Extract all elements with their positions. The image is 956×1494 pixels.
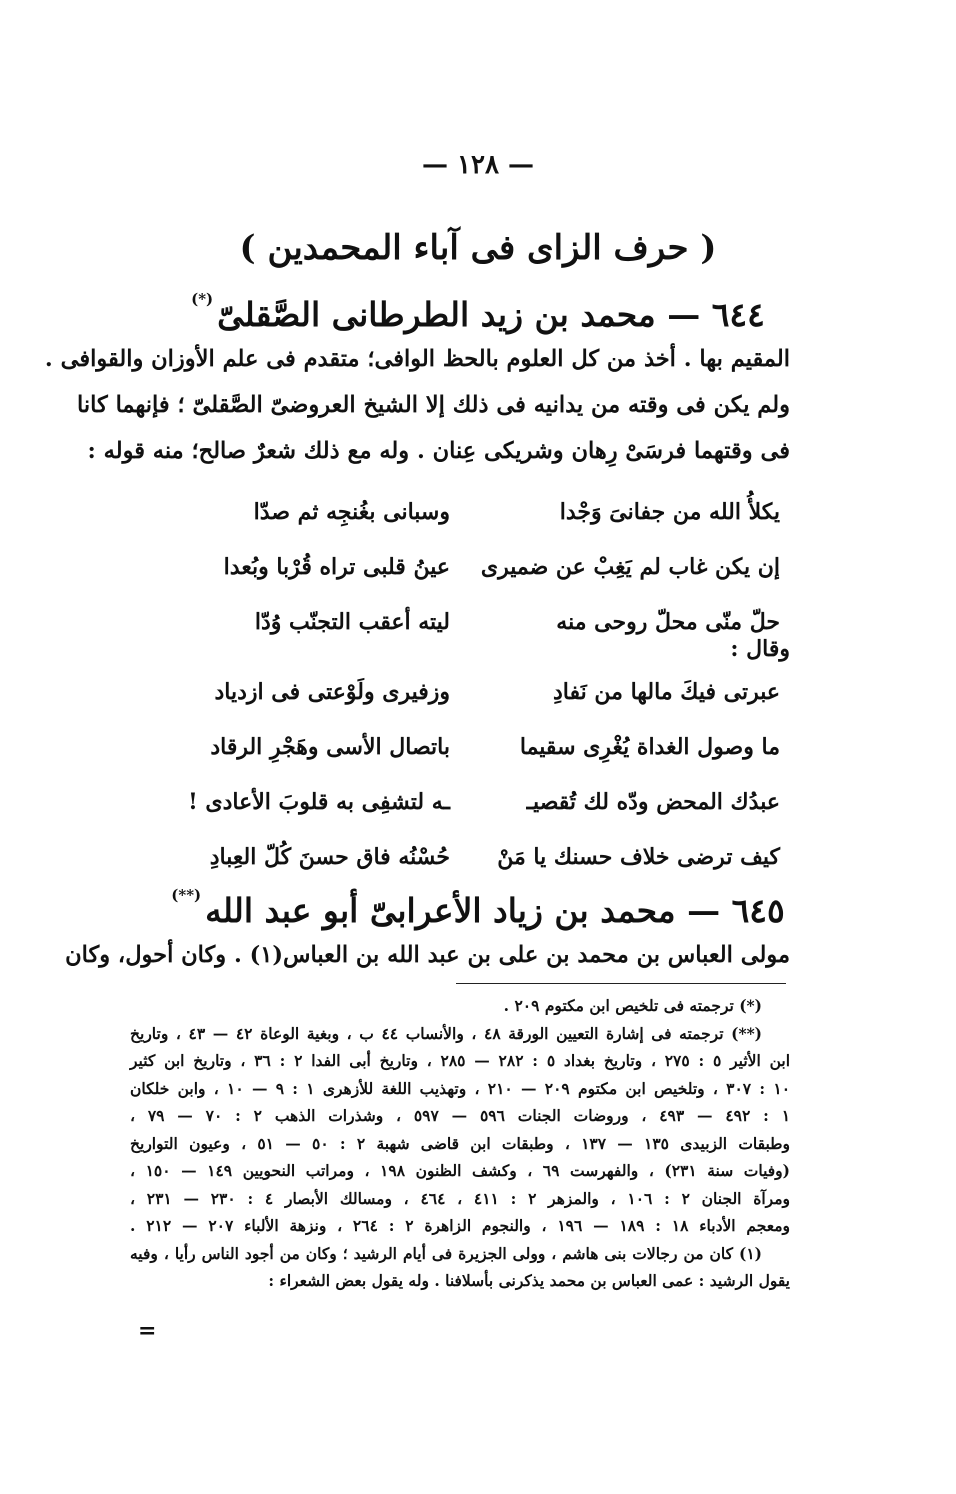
footnote-line: ١ : ٤٩٢ — ٤٩٣ ، وروضات الجنات ٥٩٦ — ٥٩٧ ، وشذرات الذهب ٢ : ٧٠ — ٧٩ ، bbox=[130, 1106, 791, 1125]
verse-second-hemistich: ـه لتشفِى به قلوبَ الأعادى ! bbox=[188, 788, 450, 815]
footnote-divider bbox=[456, 983, 786, 984]
verse-second-hemistich: ليته أعقب التجنّب وُدّا bbox=[254, 608, 450, 635]
footnotes bbox=[130, 992, 790, 1295]
entry-title-text: ٦٤٤ — محمد بن زيد الطرطانى الصَّقلىّ bbox=[217, 295, 765, 334]
verse-first-hemistich: عبدُك المحض ودّه لك تُقصيـ bbox=[526, 788, 780, 815]
section-heading: ( حرف الزاى فى آباء المحمدين ) bbox=[239, 228, 717, 268]
footnote-line: ابن الأثير ٥ : ٢٧٥ ، وتاريخ بغداد ٥ : ٢٨٢ — ٢٨٥ ، وتاريخ أبى الفدا ٢ : ٣٦ ، وتاريخ ابن كثير bbox=[130, 1051, 790, 1070]
verse bbox=[170, 719, 780, 774]
verse-first-hemistich: عبرتى فيكَ مالها من نَفادِ bbox=[552, 678, 780, 705]
verse bbox=[170, 539, 780, 594]
verse bbox=[170, 484, 780, 539]
poem-2 bbox=[170, 664, 780, 884]
page-number: — ١٢٨ — bbox=[421, 150, 535, 180]
entry-title-644 bbox=[0, 290, 956, 334]
verse bbox=[170, 774, 780, 829]
entry-645-prose bbox=[65, 932, 790, 978]
verse-first-hemistich: إن يكن غاب لم يَغِبْ عن ضميرى bbox=[480, 553, 780, 580]
verse-label: وقال : bbox=[730, 636, 790, 662]
footnote-line: ومرآة الجنان ٢ : ١٠٦ ، والمزهر ٢ : ٤١١ ، ٤٦٤ ، ومسالك الأبصار ٤ : ٢٣٠ — ٢٣١ ، bbox=[130, 1188, 790, 1208]
footnote-line: (**) ترجمته فى إشارة التعيين الورقة ٤٨ ، والأنساب ٤٤ ب ، وبغية الوعاة ٤٢ — ٤٣ ، وتاريخ bbox=[130, 1023, 763, 1043]
footnote-line: وطبقات الزبيدى ١٣٥ — ١٣٧ ، وطبقات ابن قاضى شهبة ٢ : ٥٠ — ٥١ ، وعيون التواريخ bbox=[130, 1133, 790, 1153]
verse-second-hemistich: وسبانى بغُنجِه ثم صدّا bbox=[253, 498, 450, 525]
footnote-line: (وفيات سنة ٢٣١) ، والفهرست ٦٩ ، وكشف الظنون ١٩٨ ، ومراتب النحويين ١٤٩ — ١٥٠ ، bbox=[130, 1161, 790, 1180]
verse-second-hemistich: عينُ قلبى تراه قُرْبا وبُعدا bbox=[223, 553, 450, 580]
footnote-mark: (*) bbox=[191, 290, 214, 308]
verse bbox=[170, 664, 780, 719]
entry-title-645 bbox=[0, 886, 956, 930]
verse-second-hemistich: باتصال الأسى وهَجْرِ الرقاد bbox=[210, 733, 450, 760]
verse bbox=[170, 829, 780, 884]
footnote-line: يقول الرشيد : عمى العباس بن محمد يذكرنى بأسلافنا . وله يقول بعض الشعراء : bbox=[268, 1271, 790, 1290]
verse-first-hemistich: يكلأُ الله من جفانىَ وَجْدا bbox=[559, 498, 780, 525]
entry-title-text: ٦٤٥ — محمد بن زياد الأعرابىّ أبو عبد الله bbox=[205, 891, 785, 930]
verse-first-hemistich: حلّ منّى محلّ روحى منه bbox=[556, 608, 780, 635]
entry-644-prose bbox=[44, 336, 790, 474]
footnote-mark: (**) bbox=[171, 886, 202, 904]
verse-first-hemistich: كيف ترضى خلاف حسنك يا مَنْ bbox=[497, 843, 780, 870]
verse-first-hemistich: ما وصول الغداة يُغْرِى سقيما bbox=[519, 733, 780, 760]
verse bbox=[170, 594, 780, 649]
prose-line: ولم يكن فى وقته من يدانيه فى ذلك إلا الشيخ العروضىّ الصَّقلىّ ؛ فإنهما كانا bbox=[77, 392, 790, 418]
footnote-line: (١) كان من رجالات بنى هاشم ، وولى الجزيرة فى أيام الرشيد ؛ وكان من أجود الناس رأيا ، وفيه bbox=[130, 1243, 762, 1263]
prose-line: فى وقتهما فرسَىْ رِهان وشريكى عِنان . وله مع ذلك شعرٌ صالح؛ منه قوله : bbox=[87, 438, 790, 464]
prose-line: المقيم بها . أخذ من كل العلوم بالحظ الوافى؛ متقدم فى علم الأوزان والقوافى . bbox=[44, 346, 790, 372]
continuation-mark: = bbox=[138, 1318, 157, 1344]
footnote-line: ومعجم الأدباء ١٨ : ١٨٩ — ١٩٦ ، والنجوم الزاهرة ٢ : ٢٦٤ ، ونزهة الألباء ٢٠٧ — ٢١٢ . bbox=[130, 1216, 791, 1235]
verse-second-hemistich: وزفيرى ولَوْعتى فى ازدياد bbox=[214, 678, 450, 705]
footnote-line: ١٠ : ٣٠٧ ، وتلخيص ابن مكتوم ٢٠٩ — ٢١٠ ، وتهذيب اللغة للأزهرى ١ : ٩ — ١٠ ، وابن خلكان bbox=[130, 1078, 791, 1098]
poem-1 bbox=[170, 484, 780, 649]
prose-line: مولى العباس بن محمد بن على بن عبد الله بن العباس(١) . وكان أحول، وكان bbox=[65, 942, 790, 968]
verse-second-hemistich: حُسْنُه فاق حسنَ كُلّ العِبادِ bbox=[209, 843, 450, 870]
footnote-line: (*) ترجمته فى تلخيص ابن مكتوم ٢٠٩ . bbox=[503, 996, 762, 1015]
